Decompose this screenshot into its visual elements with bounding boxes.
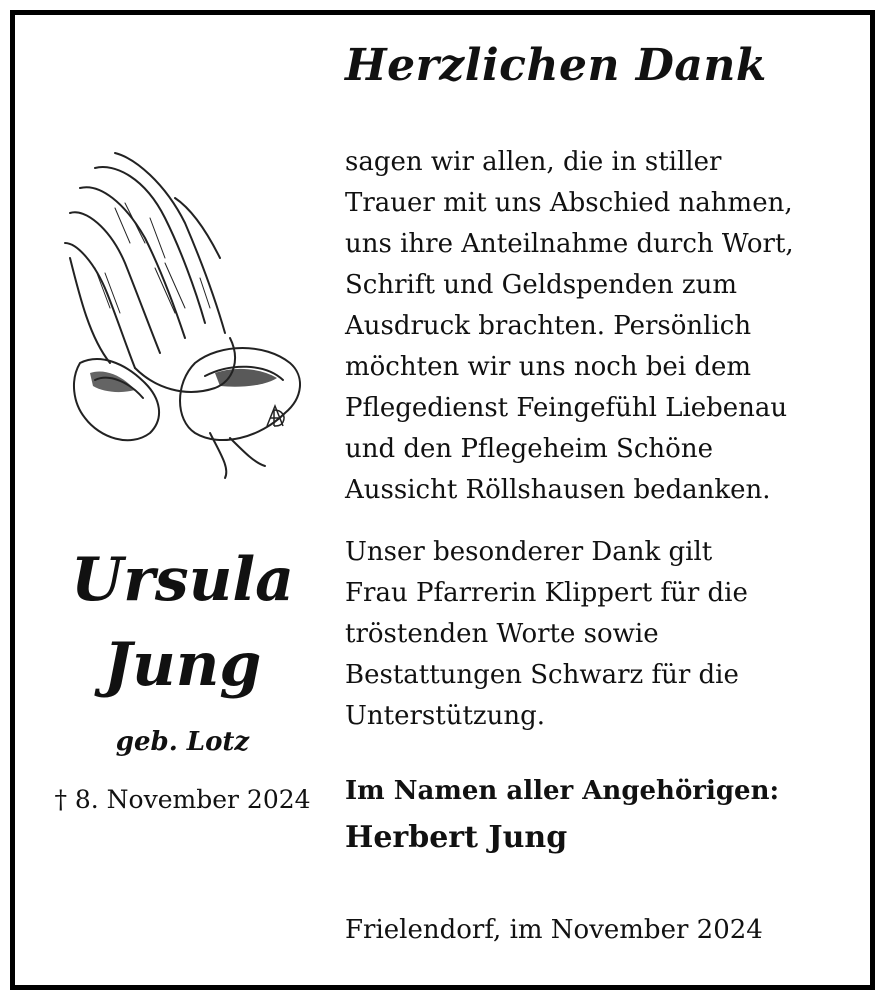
signature-name: Herbert Jung <box>345 820 568 855</box>
text-line: Unser besonderer Dank gilt <box>345 537 713 567</box>
text-line: und den Pflegeheim Schöne <box>345 434 713 464</box>
text-line: Schrift und Geldspenden zum <box>345 270 737 300</box>
text-line: Unterstützung. <box>345 701 546 731</box>
text-line: möchten wir uns noch bei dem <box>345 352 752 382</box>
text-line: Ausdruck brachten. Persönlich <box>345 311 752 341</box>
deceased-last-name: Jung <box>103 630 262 700</box>
text-line: sagen wir allen, die in stiller <box>345 147 722 177</box>
text-line: Frau Pfarrerin Klippert für die <box>345 578 748 608</box>
thanks-paragraph <box>345 142 865 511</box>
text-line: uns ihre Anteilnahme durch Wort, <box>345 229 794 259</box>
special-thanks-paragraph <box>345 532 865 737</box>
place-date: Frielendorf, im November 2024 <box>345 915 763 945</box>
deceased-first-name: Ursula <box>70 545 294 615</box>
death-date: † 8. November 2024 <box>54 785 311 814</box>
birth-name: geb. Lotz <box>115 727 250 757</box>
text-line: Trauer mit uns Abschied nahmen, <box>345 188 793 218</box>
text-line: Pflegedienst Feingefühl Liebenau <box>345 393 788 423</box>
text-line: tröstenden Worte sowie <box>345 619 659 649</box>
text-line: Aussicht Röllshausen bedanken. <box>345 475 771 505</box>
signature-label: Im Namen aller Angehörigen: <box>345 776 780 806</box>
heading-title: Herzlichen Dank <box>345 40 767 91</box>
praying-hands-icon <box>55 148 315 488</box>
text-line: Bestattungen Schwarz für die <box>345 660 739 690</box>
